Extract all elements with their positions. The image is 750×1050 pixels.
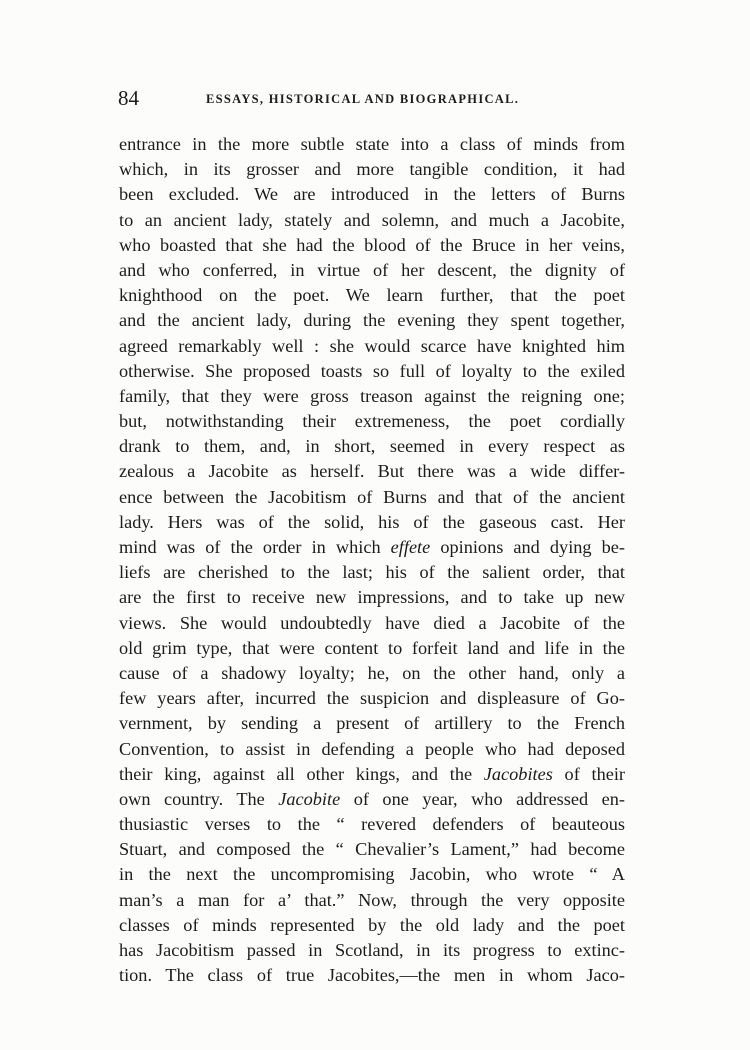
text-line: has Jacobitism passed in Scotland, in its progress to extinc- [119, 940, 625, 960]
page-header [118, 86, 626, 116]
text-line: Convention, to assist in defending a people who had deposed [119, 738, 625, 759]
text-line: agreed remarkably well : she would scarce have knighted him [119, 335, 625, 356]
page-number: 84 [118, 86, 139, 110]
running-title: ESSAYS, HISTORICAL AND BIOGRAPHICAL. [206, 92, 520, 106]
text-line: otherwise. She proposed toasts so full of loyalty to the exiled [119, 360, 625, 381]
text-line: views. She would undoubtedly have died a Jacobite of the [119, 612, 625, 633]
text-line: and who conferred, in virtue of her descent, the dignity of [119, 259, 625, 280]
text-line: and the ancient lady, during the evening they spent together, [119, 310, 625, 331]
text-line: ence between the Jacobitism of Burns and that of the ancient [119, 486, 625, 507]
text-line: drank to them, and, in short, seemed in every respect as [119, 436, 625, 457]
text-line: been excluded. We are introduced in the letters of Burns [119, 184, 625, 205]
text-line: liefs are cherished to the last; his of the salient order, that [119, 562, 625, 583]
text-line: cause of a shadowy loyalty; he, on the other hand, only a [119, 662, 625, 683]
text-line: to an ancient lady, stately and solemn, and much a Jacobite, [119, 209, 625, 230]
text-line: family, that they were gross treason against the reigning one; [119, 385, 625, 406]
text-line: knighthood on the poet. We learn further, that the poet [119, 285, 625, 306]
text-line: which, in its grosser and more tangible condition, it had [119, 159, 625, 180]
text-line: own country. The Jacobite of one year, who addressed en- [119, 788, 625, 809]
text-line: vernment, by sending a present of artillery to the French [119, 713, 625, 734]
text-line: zealous a Jacobite as herself. But there was a wide differ- [119, 461, 625, 482]
body-text [119, 132, 625, 988]
text-line: in the next the uncompromising Jacobin, who wrote “ A [119, 864, 625, 885]
text-line: tion. The class of true Jacobites,—the men in whom Jaco- [119, 965, 625, 986]
text-line: are the first to receive new impressions, and to take up new [119, 587, 625, 608]
text-line: thusiastic verses to the “ revered defenders of beauteous [119, 814, 625, 835]
text-line: their king, against all other kings, and the Jacobites of their [119, 763, 625, 784]
text-line: but, notwithstanding their extremeness, the poet cordially [119, 411, 625, 432]
text-line: who boasted that she had the blood of the Bruce in her veins, [119, 234, 625, 255]
text-line: man’s a man for a’ that.” Now, through the very opposite [119, 889, 625, 910]
text-line: entrance in the more subtle state into a class of minds from [119, 134, 625, 154]
text-line: old grim type, that were content to forfeit land and life in the [119, 637, 625, 658]
text-line: classes of minds represented by the old lady and the poet [119, 914, 625, 935]
text-line: lady. Hers was of the solid, his of the gaseous cast. Her [119, 511, 625, 532]
text-line: mind was of the order in which effete opinions and dying be- [119, 537, 625, 557]
text-line: Stuart, and composed the “ Chevalier’s Lament,” had become [119, 839, 625, 860]
text-line: few years after, incurred the suspicion and displeasure of Go- [119, 688, 625, 709]
